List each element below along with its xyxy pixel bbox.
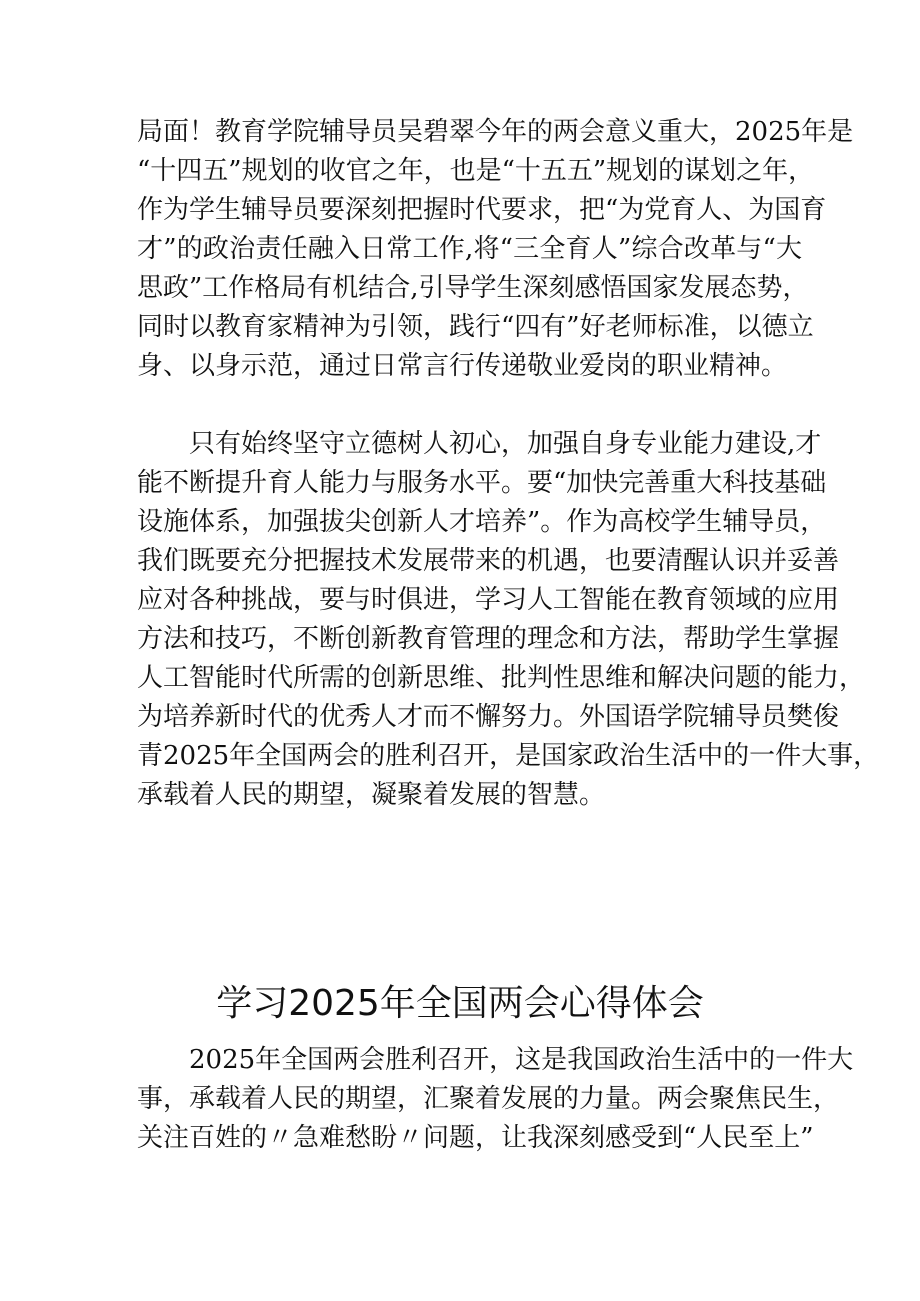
paragraph-line: 青2025年全国两会的胜利召开，是国家政治生活中的一件大事， (137, 741, 880, 771)
paragraph-line: 设施体系，加强拔尖创新人才培养”。作为高校学生辅导员， (137, 507, 827, 537)
paragraph-line: 关注百姓的〃急难愁盼〃问题，让我深刻感受到“人民至上” (137, 1123, 814, 1153)
paragraph-line: 才”的政治责任融入日常工作,将“三全育人”综合改革与“大 (137, 234, 802, 264)
paragraph-line: 为培养新时代的优秀人才而不懈努力。外国语学院辅导员樊俊 (137, 702, 840, 732)
paragraph-2 (137, 425, 880, 815)
paragraph-line: 承载着人民的期望，凝聚着发展的智慧。 (137, 780, 606, 810)
paragraph-line: 方法和技巧，不断创新教育管理的理念和方法，帮助学生掌握 (137, 624, 840, 654)
paragraph-line: 我们既要充分把握技术发展带来的机遇，也要清醒认识并妥善 (137, 546, 840, 576)
paragraph-line: 事，承载着人民的期望，汇聚着发展的力量。两会聚焦民生， (137, 1084, 840, 1114)
paragraph-line: 思政”工作格局有机结合,引导学生深刻感悟国家发展态势， (137, 273, 809, 303)
paragraph-line: 只有始终坚守立德树人初心，加强自身专业能力建设,才 (189, 429, 822, 459)
paragraph-line: 2025年全国两会胜利召开，这是我国政治生活中的一件大 (189, 1045, 854, 1075)
paragraph-line: 能不断提升育人能力与服务水平。要“加快完善重大科技基础 (137, 468, 827, 498)
paragraph-line: 人工智能时代所需的创新思维、批判性思维和解决问题的能力， (137, 663, 866, 693)
paragraph-3 (137, 1041, 854, 1158)
paragraph-1 (137, 113, 854, 386)
section-title: 学习2025年全国两会心得体会 (216, 983, 704, 1024)
paragraph-line: 同时以教育家精神为引领，践行“四有”好老师标准，以德立 (137, 312, 814, 342)
paragraph-line: 作为学生辅导员要深刻把握时代要求，把“为党育人、为国育 (137, 195, 827, 225)
paragraph-line: 应对各种挑战，要与时俱进，学习人工智能在教育领域的应用 (137, 585, 840, 615)
paragraph-line: “十四五”规划的收官之年，也是“十五五”规划的谋划之年， (137, 156, 815, 186)
paragraph-line: 身、以身示范，通过日常言行传递敬业爱岗的职业精神。 (137, 351, 788, 381)
paragraph-line: 局面！教育学院辅导员吴碧翠今年的两会意义重大，2025年是 (137, 117, 854, 147)
